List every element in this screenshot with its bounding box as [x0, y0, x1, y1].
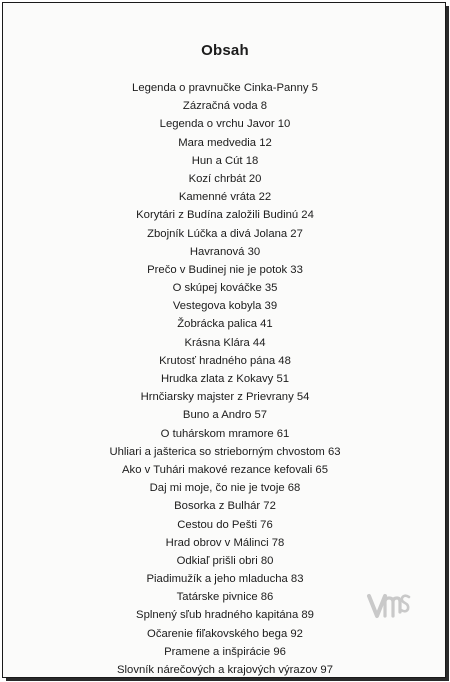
- toc-entry: Daj mi moje, čo nie je tvoje 68: [149, 482, 301, 495]
- toc-entry: Hrudka zlata z Kokavy 51: [160, 373, 290, 385]
- toc-entry: Buno a Andro 57: [182, 409, 268, 422]
- toc-entry: Žobrácka palica 41: [177, 318, 273, 331]
- toc-entry: Uhliari a jašterica so strieborným chvostom 63: [109, 445, 341, 458]
- toc-entry: Korytári z Budína založili Budinú 24: [136, 209, 314, 222]
- toc-entry: Kozí chrbát 20: [188, 172, 262, 185]
- toc-entry: Očarenie fiľakovského bega 92: [147, 627, 303, 640]
- toc-entry: Mara medvedia 12: [178, 136, 272, 149]
- page-title: Obsah: [201, 42, 249, 59]
- toc-entry: Tatárske pivnice 86: [176, 591, 274, 604]
- toc-entry: Prečo v Budinej nie je potok 33: [147, 263, 303, 276]
- toc-entry: O tuhárskom mramore 61: [160, 427, 290, 440]
- toc-entry: Legenda o vrchu Javor 10: [159, 118, 291, 131]
- toc-entry: Hun a Cút 18: [191, 154, 259, 167]
- vms-publisher-logo-icon: [366, 590, 412, 622]
- toc-entry: Hrad obrov v Málinci 78: [165, 536, 285, 549]
- toc-entry: Legenda o pravnučke Cinka-Panny 5: [132, 82, 318, 94]
- toc-entry: Splnený sľub hradného kapitána 89: [136, 609, 314, 622]
- toc-entry: Zbojník Lúčka a divá Jolana 27: [147, 227, 303, 240]
- toc-entry: Krutosť hradného pána 48: [159, 354, 291, 367]
- toc-entry: O skúpej kováčke 35: [172, 282, 278, 295]
- toc-entry: Kamenné vráta 22: [178, 191, 272, 204]
- toc-entry: Havranová 30: [189, 245, 261, 258]
- toc-entry: Pramene a inšpirácie 96: [164, 645, 286, 658]
- toc-entry: Slovník nárečových a krajových výrazov 97: [117, 664, 333, 676]
- toc-entry: Cestou do Pešti 76: [177, 518, 273, 531]
- toc-entry: Piadimužík a jeho mladucha 83: [146, 573, 304, 586]
- toc-entry: Ako v Tuhári makové rezance kefovali 65: [122, 463, 328, 476]
- toc-entry: Odkiaľ prišli obri 80: [176, 554, 274, 567]
- toc-entry: Zázračná voda 8: [182, 100, 268, 113]
- toc-entry: Krásna Klára 44: [184, 336, 266, 349]
- toc-entry: Hrnčiarsky majster z Prievrany 54: [140, 391, 310, 404]
- toc-entry: Bosorka z Bulhár 72: [174, 500, 276, 513]
- toc-entry: Vestegova kobyla 39: [172, 300, 278, 313]
